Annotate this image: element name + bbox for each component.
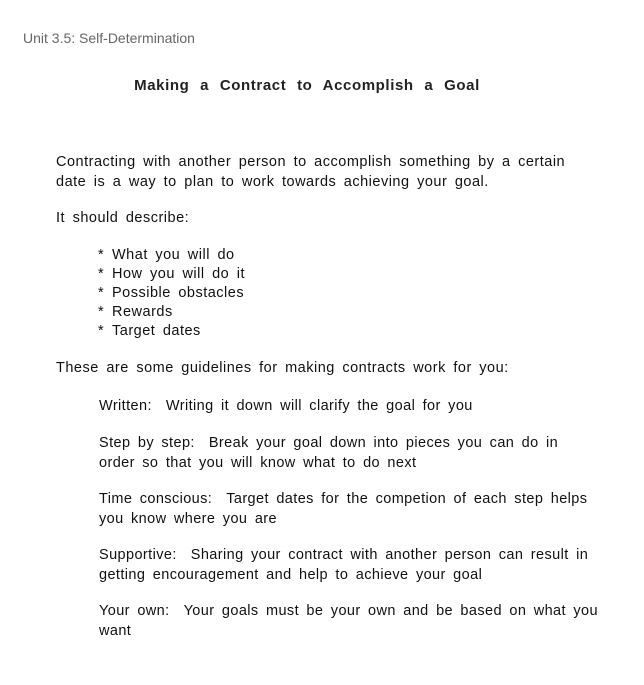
guideline-text: Sharing your contract with another person can result in getting encouragement and help to achieve your goal xyxy=(99,547,589,583)
unit-label: Unit 3.5: Self-Determination xyxy=(23,30,195,46)
intro-paragraph: Contracting with another person to accomplish something by a certain date is a way to plan to work towards achieving your goal. xyxy=(56,154,566,190)
list-item: * How you will do it xyxy=(98,266,246,282)
guideline-written xyxy=(99,396,599,416)
guideline-step-by-step xyxy=(99,433,599,473)
page-title: Making a Contract to Accomplish a Goal xyxy=(134,77,480,94)
guideline-text: Your goals must be your own and be based on what you want xyxy=(99,603,598,639)
guideline-term: Time conscious: xyxy=(99,491,213,507)
guideline-text: Break your goal down into pieces you can do in order so that you will know what to do next xyxy=(99,435,559,471)
guideline-text: Target dates for the competion of each step helps you know where you are xyxy=(99,491,588,527)
guideline-supportive xyxy=(99,545,599,585)
guideline-term: Supportive: xyxy=(99,547,177,563)
should-describe-label: It should describe: xyxy=(56,210,190,226)
guideline-time-conscious xyxy=(99,489,599,529)
guideline-text: Writing it down will clarify the goal for you xyxy=(165,398,473,414)
guidelines-intro: These are some guidelines for making contracts work for you: xyxy=(56,360,509,376)
list-item: * What you will do xyxy=(98,247,235,263)
list-item: * Target dates xyxy=(98,323,201,339)
guideline-term: Written: xyxy=(99,398,152,414)
guideline-your-own xyxy=(99,601,599,641)
list-item: * Rewards xyxy=(98,304,173,320)
guideline-term: Step by step: xyxy=(99,435,195,451)
describe-list xyxy=(98,246,245,341)
list-item: * Possible obstacles xyxy=(98,285,245,301)
guideline-term: Your own: xyxy=(99,603,170,619)
